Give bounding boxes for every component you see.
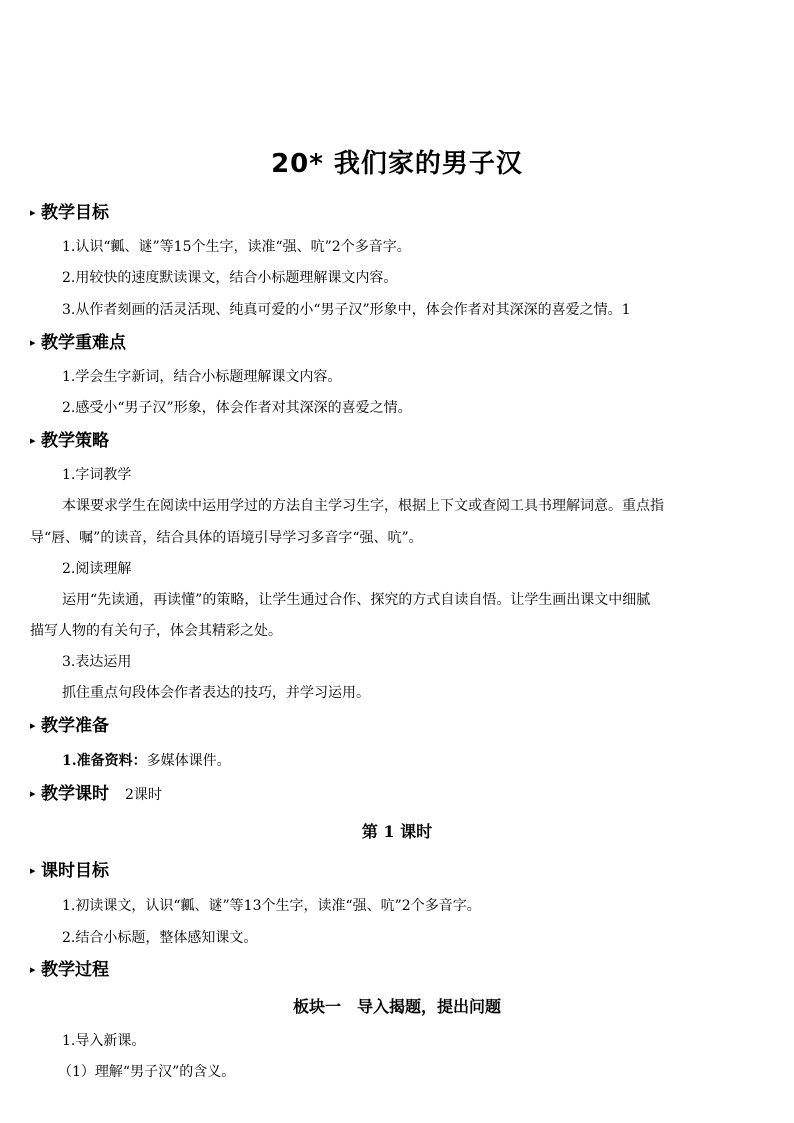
strategy-para-1-line-1: 本课要求学生在阅读中运用学过的方法自主学习生字，根据上下文或查阅工具书理解词意。重点指 bbox=[62, 498, 664, 514]
triangle-marker-icon: ▸ bbox=[30, 336, 36, 349]
heading-preparation: ▸ 教学准备 bbox=[30, 716, 109, 736]
triangle-marker-icon: ▸ bbox=[30, 864, 36, 877]
key-point-2: 2.感受小“男子汉”形象，体会作者对其深深的喜爱之情。 bbox=[62, 400, 412, 416]
heading-strategy: ▸ 教学策略 bbox=[30, 431, 109, 451]
class-hours-value: 2课时 bbox=[125, 787, 162, 803]
block-1-title: 板块一 导入揭题，提出问题 bbox=[292, 997, 501, 1016]
process-step-1: 1.导入新课。 bbox=[62, 1033, 146, 1049]
triangle-marker-icon: ▸ bbox=[30, 206, 36, 219]
triangle-marker-icon: ▸ bbox=[30, 719, 36, 732]
page-title: 20* 我们家的男子汉 bbox=[271, 149, 523, 179]
strategy-para-2-line-2: 描写人物的有关句子，体会其精彩之处。 bbox=[30, 623, 282, 639]
heading-teaching-goals: ▸ 教学目标 bbox=[30, 203, 109, 223]
heading-lesson-goals: ▸ 课时目标 bbox=[30, 861, 109, 881]
strategy-sub-2: 2.阅读理解 bbox=[62, 561, 132, 577]
triangle-marker-icon: ▸ bbox=[30, 963, 36, 976]
goal-item-1: 1.认识“瓤、谜”等15个生字，读准“强、吭”2个多音字。 bbox=[62, 239, 411, 255]
lesson-goal-1: 1.初读课文，认识“瓤、谜”等13个生字，读准“强、吭”2个多音字。 bbox=[62, 898, 481, 914]
heading-class-hours: ▸ 教学课时 2课时 bbox=[30, 784, 162, 804]
heading-process: ▸ 教学过程 bbox=[30, 960, 109, 980]
lesson-goal-2: 2.结合小标题，整体感知课文。 bbox=[62, 930, 258, 946]
lesson-1-title: 第 1 课时 bbox=[361, 822, 433, 841]
strategy-sub-3: 3.表达运用 bbox=[62, 654, 132, 670]
goal-item-3: 3.从作者刻画的活灵活现、纯真可爱的小“男子汉”形象中，体会作者对其深深的喜爱之情。1 bbox=[62, 302, 631, 318]
triangle-marker-icon: ▸ bbox=[30, 434, 36, 447]
strategy-para-3: 抓住重点句段体会作者表达的技巧，并学习运用。 bbox=[62, 685, 370, 701]
goal-item-2: 2.用较快的速度默读课文，结合小标题理解课文内容。 bbox=[62, 270, 398, 286]
heading-key-points: ▸ 教学重难点 bbox=[30, 333, 126, 353]
key-point-1: 1.学会生字新词，结合小标题理解课文内容。 bbox=[62, 369, 342, 385]
triangle-marker-icon: ▸ bbox=[30, 787, 36, 800]
strategy-sub-1: 1.字词教学 bbox=[62, 467, 132, 483]
preparation-item: 1.准备资料：多媒体课件。 bbox=[62, 753, 231, 769]
strategy-para-1-line-2: 导“唇、嘱”的读音，结合具体的语境引导学习多音字“强、吭”。 bbox=[30, 530, 423, 546]
strategy-para-2-line-1: 运用“先读通，再读懂”的策略，让学生通过合作、探究的方式自读自悟。让学生画出课文中细腻 bbox=[62, 592, 651, 608]
process-step-1-1: （1）理解“男子汉”的含义。 bbox=[58, 1064, 236, 1080]
